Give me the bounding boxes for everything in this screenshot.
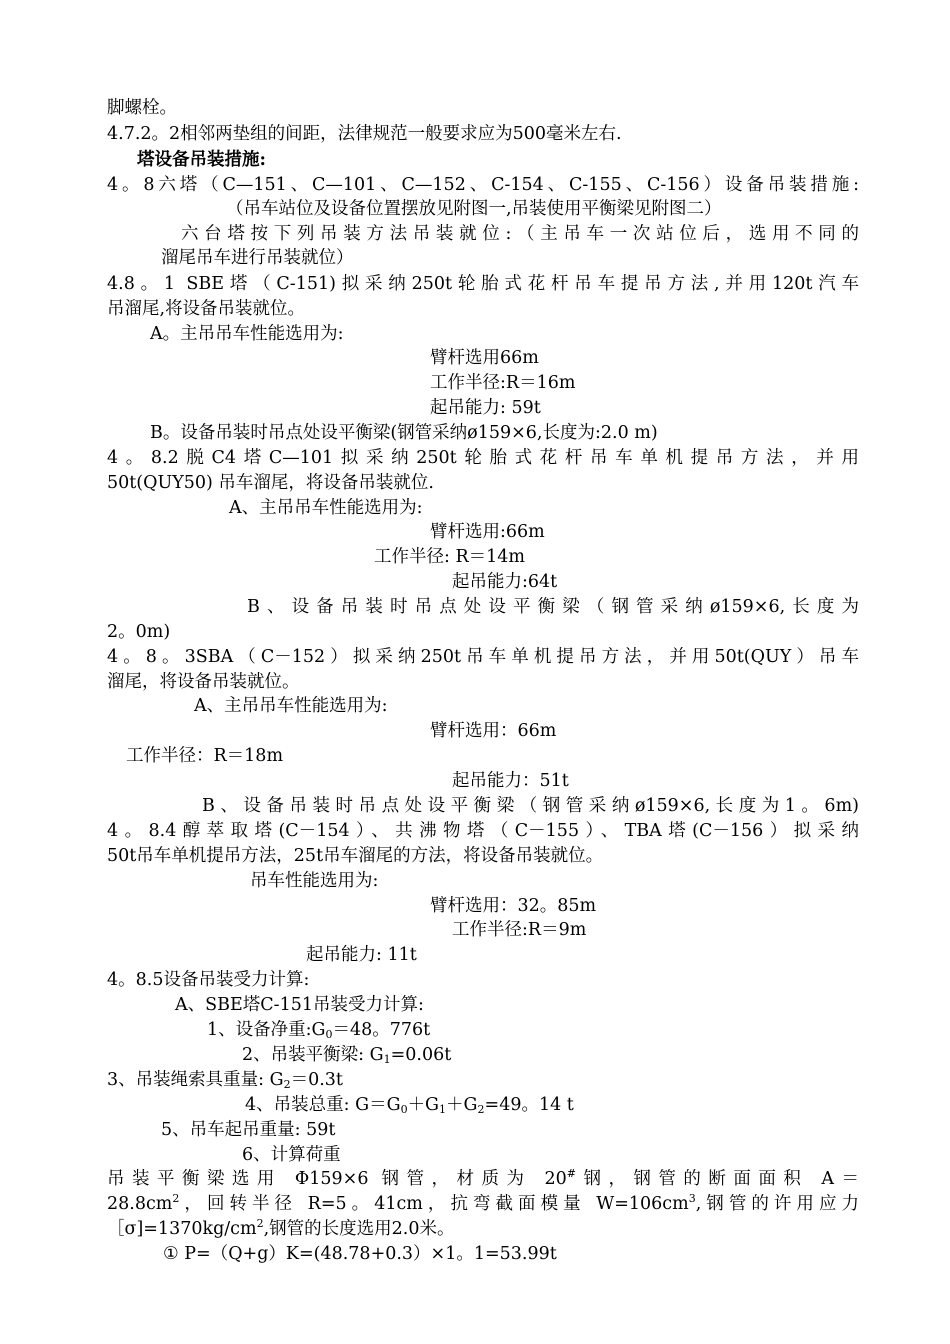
text-line: 溜尾，将设备吊装就位。 bbox=[107, 672, 300, 692]
text-line: 50t吊车单机提吊方法，25t吊车溜尾的方法，将设备吊装就位。 bbox=[107, 846, 604, 866]
formula-line: ① P=（Q+g）K=(48.78+0.3）×1。1=53.99t bbox=[163, 1244, 557, 1264]
text-line: （吊车站位及设备位置摆放见附图一,吊装使用平衡梁见附图二） bbox=[226, 199, 722, 219]
calc-line: 4、吊装总重: $G=G_0+G_1+G_2=49$。14 t bbox=[245, 1095, 574, 1116]
text-line: 4。8.5设备吊装受力计算: bbox=[107, 970, 310, 990]
text-line: 工作半径:R＝16m bbox=[430, 373, 576, 393]
text-line: A、主吊吊车性能选用为: bbox=[229, 498, 423, 518]
text-line: 4。8.4醇萃取塔(C－154）、共沸物塔（C－155）、TBA塔(C－156）拟采纳 bbox=[107, 821, 859, 841]
text-line: 4。8。3SBA（C－152）拟采纳250t吊车单机提吊方法，并用50t(QUY）吊车 bbox=[107, 647, 859, 667]
text-line: 起吊能力:64t bbox=[452, 572, 558, 592]
text-line: 六台塔按下列吊装方法吊装就位:（主吊车一次站位后，选用不同的 bbox=[181, 224, 859, 244]
paragraph-line: 吊装平衡梁选用 Φ159×6 钢管，材质为 20#钢，钢管的断面面积 A＝ bbox=[107, 1167, 859, 1189]
text-line: 溜尾吊车进行吊装就位） bbox=[161, 248, 354, 268]
text-line: 50t(QUY50) 吊车溜尾，将设备吊装就位. bbox=[107, 473, 434, 493]
calc-line: 2、吊装平衡梁: $G_1=0.06t$ bbox=[242, 1045, 452, 1066]
paragraph-line: $28.8cm^2$，回转半径 R=5。41cm，抗弯截面模量 $W=106cm^3$,钢管的许用应力 bbox=[107, 1192, 860, 1214]
paragraph-line: $[\sigma]=1370kg/cm^2$,钢管的长度选用2.0米。 bbox=[107, 1217, 455, 1239]
text-line: 臂杆选用：32。85m bbox=[430, 896, 597, 916]
text-line: 4.7.2。2相邻两垫组的间距，法律规范一般要求应为500毫米左右. bbox=[107, 124, 622, 144]
text-line: B、设备吊装时吊点处设平衡梁（钢管采纳ø159×6,长度为 bbox=[247, 597, 859, 617]
text-line: 臂杆选用:66m bbox=[430, 522, 545, 542]
text-line: 吊溜尾,将设备吊装就位。 bbox=[107, 299, 306, 319]
text-line: 2。0m) bbox=[107, 622, 171, 642]
calc-line: 1、设备净重$:G_0=48$。776t bbox=[207, 1020, 431, 1041]
calc-line: 6、计算荷重 bbox=[242, 1145, 341, 1165]
text-line: 脚螺栓。 bbox=[107, 98, 177, 118]
text-line: 吊车性能选用为: bbox=[250, 871, 379, 891]
text-line: A、主吊吊车性能选用为: bbox=[194, 696, 388, 716]
text-line: 起吊能力: 11t bbox=[306, 945, 417, 965]
text-line: A。主吊吊车性能选用为: bbox=[150, 324, 344, 344]
section-heading: 塔设备吊装措施: bbox=[137, 150, 266, 170]
text-line: 4.8。1 SBE塔（C-151)拟采纳250t轮胎式花杆吊车提吊方法,并用120t汽车 bbox=[107, 274, 859, 294]
text-line: 起吊能力：51t bbox=[452, 771, 569, 791]
text-line: 臂杆选用66m bbox=[430, 348, 539, 368]
text-line: 工作半径：R＝18m bbox=[126, 746, 284, 766]
text-line: 工作半径: R＝14m bbox=[374, 547, 525, 567]
text-line: 臂杆选用：66m bbox=[430, 721, 557, 741]
text-line: B、设备吊装时吊点处设平衡梁（钢管采纳ø159×6,长度为1。6m) bbox=[202, 796, 859, 816]
text-line: 工作半径:R＝9m bbox=[452, 920, 587, 940]
text-line: 4。8六塔（C—151、C—101、C—152、C-154、C-155、C-156）设备吊装措施: bbox=[107, 175, 859, 195]
text-line: 起吊能力: 59t bbox=[430, 398, 541, 418]
text-line: A、SBE塔C-151吊装受力计算: bbox=[175, 995, 424, 1015]
calc-line: 5、吊车起吊重量: 59t bbox=[161, 1120, 336, 1140]
text-line: 4。8.2脱C4塔C—101拟采纳250t轮胎式花杆吊车单机提吊方法，并用 bbox=[107, 448, 859, 468]
text-line: B。设备吊装时吊点处设平衡梁(钢管采纳ø159×6,长度为:2.0 m) bbox=[150, 423, 658, 443]
calc-line: 3、吊装绳索具重量: $G_2=0.3t$ bbox=[107, 1070, 343, 1091]
